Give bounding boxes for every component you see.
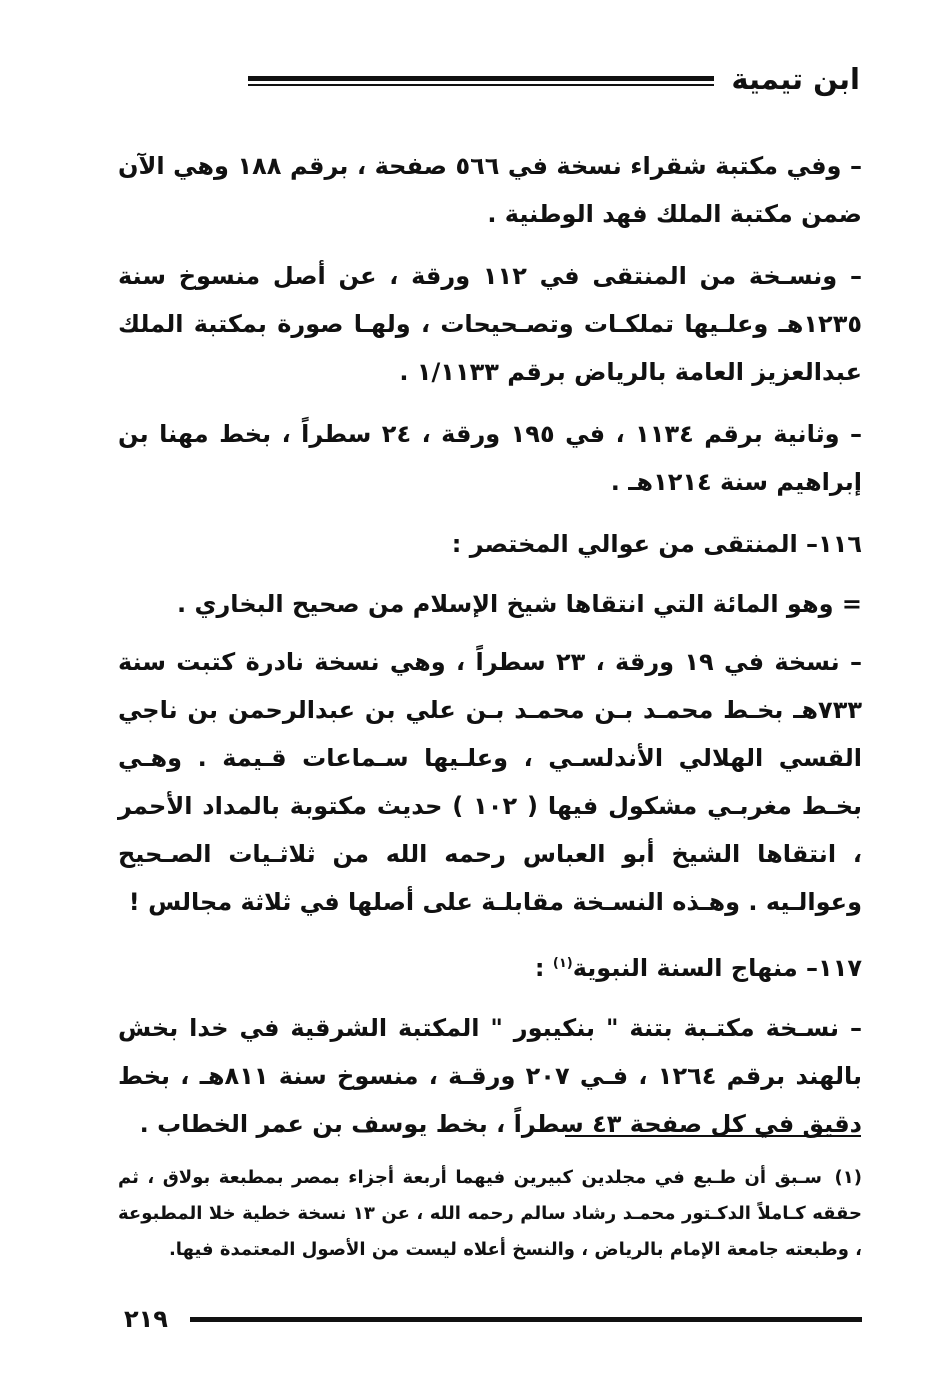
paragraph-muntaqa-copy: – ونسـخة من المنتقى في ١١٢ ورقة ، عن أصل منسوخ سنة ١٢٣٥هـ وعلـيها تملكـات وتصـحيحات ، ولهـا صورة بمكتبة الملك عبدالعزيز العامة بالرياض برقم ١/١١٣٣ . bbox=[118, 262, 862, 386]
paragraph-rare-copy: – نسخة في ١٩ ورقة ، ٢٣ سطراً ، وهي نسخة نادرة كتبت سنة ٧٣٣هـ بخـط محمـد بـن محمـد بـن علي بن عبدالرحمن بن ناجي القسي الهلالي الأندلسـي ، وعلـيها سـماعات قـيمة . وهـي بخـط مغربـي مشكول فيها ( ١٠٢ ) حديث مكتوبة بالمداد الأحمر ، انتقاها الشيخ أبو العباس رحمه الله من ثلاثـيات الصـحيح وعوالـيه . وهـذه النسـخة مقابلـة على أصلها في ثلاثة مجالس ! bbox=[118, 648, 862, 916]
footnote-1-text: سـبق أن طـبع في مجلدين كبيرين فيهما أربعة أجزاء بمصر بمطبعة بولاق ، ثم حققه كـاملاً الدكـتور محمـد رشاد سالم رحمه الله ، عن ١٣ نسخة خطية خلا المطبوعة ، وطبعته جامعة الإمام بالرياض ، والنسخ أعلاه ليست من الأصول المعتمدة فيها. bbox=[118, 1167, 862, 1260]
entry-heading-117-colon: : bbox=[534, 954, 553, 982]
footnote-reference: (١) bbox=[552, 956, 573, 971]
main-text bbox=[118, 142, 862, 1162]
footnote-1 bbox=[118, 1160, 862, 1268]
footnotes bbox=[118, 1160, 862, 1268]
footnote-1-number: (١) bbox=[834, 1167, 862, 1188]
entry-heading-117-title: ١١٧– منهاج السنة النبوية bbox=[572, 954, 862, 982]
paragraph-description-116: = وهو المائة التي انتقاها شيخ الإسلام من صحيح البخاري . bbox=[177, 590, 862, 618]
paragraph-second-copy: – وثانية برقم ١١٣٤ ، في ١٩٥ ورقة ، ٢٤ سطراً ، بخط مهنا بن إبراهيم سنة ١٢١٤هـ . bbox=[118, 420, 862, 496]
paragraph-patna-copy: – نسـخة مكتـبة بتنة " بنكيبور " المكتبة الشرقية في خدا بخش بالهند برقم ١٢٦٤ ، فـي ٢٠٧ ورقـة ، منسوخ سنة ٨١١هـ ، بخط دقيق في كل صفحة ٤٣ سطراً ، بخط يوسف بن عمر الخطاب . bbox=[118, 1014, 862, 1138]
page-number: ٢١٩ bbox=[124, 1305, 168, 1333]
paragraph-shaqra-copy: – وفي مكتبة شقراء نسخة في ٥٦٦ صفحة ، برقم ١٨٨ وهي الآن ضمن مكتبة الملك فهد الوطنية . bbox=[118, 152, 862, 228]
running-header-title: ابن تيمية bbox=[731, 62, 860, 96]
entry-heading-116: ١١٦– المنتقى من عوالي المختصر : bbox=[451, 530, 862, 558]
footnote-separator bbox=[565, 1135, 861, 1137]
page-footer bbox=[118, 1305, 862, 1335]
footer-rule bbox=[190, 1317, 862, 1322]
running-header bbox=[110, 60, 860, 104]
header-rule bbox=[248, 76, 714, 86]
entry-heading-117 bbox=[118, 940, 862, 992]
